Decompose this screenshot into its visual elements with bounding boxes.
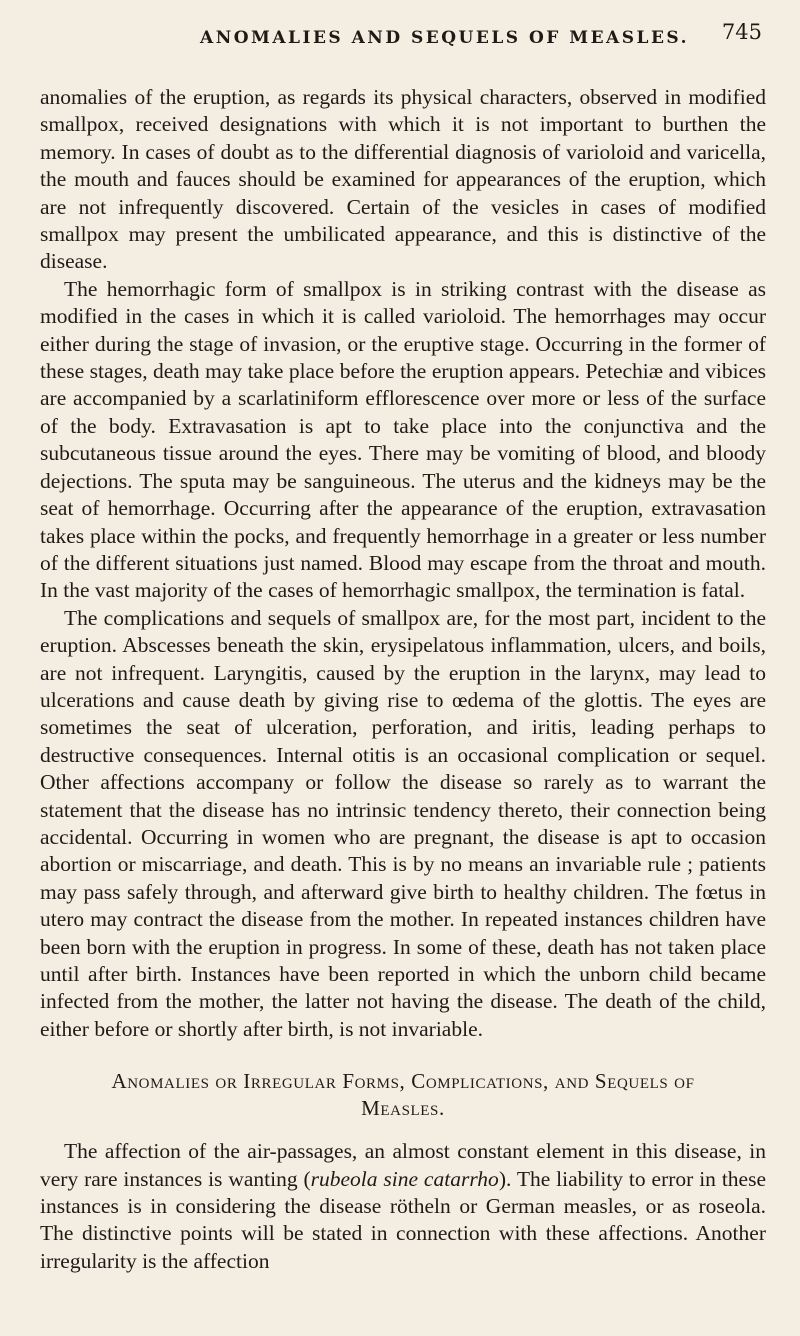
- italic-term: rubeola sine catarrho: [310, 1166, 499, 1191]
- paragraph-text-start: The affection of the air-passages, an almost constant element in this disease, in very rare instances is wanting (: [40, 1139, 766, 1191]
- body-text: [40, 84, 766, 1275]
- running-head: ANOMALIES AND SEQUELS OF MEASLES.: [200, 28, 690, 48]
- section-heading: [40, 1068, 766, 1122]
- page-number: 745: [721, 20, 762, 44]
- paragraph-hemorrhagic-smallpox: The hemorrhagic form of smallpox is in striking contrast with the disease as modified in the cases in which it is called varioloid. The hemorrhages may occur either during the stage of invasion, or the eruptive stage. Occurring in the former of these stages, death may take place before the eruption appears. Petechiæ and vibices are accompanied by a scarlatiniform efflorescence over more or less of the surface of the body. Extravasation is apt to take place into the conjunctiva and the subcutaneous tissue around the eyes. There may be vomiting of blood, and bloody dejections. The sputa may be sanguineous. The uterus and the kidneys may be the seat of hemorrhage. Occurring after the appearance of the eruption, extravasation takes place within the pocks, and frequently hemorrhage in a greater or less number of the different situations just named. Blood may escape from the throat and mouth. In the vast majority of the cases of hemorrhagic smallpox, the termination is fatal.: [40, 276, 766, 603]
- section-heading-line-1: Anomalies or Irregular Forms, Complications, and Sequels of: [111, 1069, 695, 1094]
- paragraph-continued: anomalies of the eruption, as regards its physical characters, observed in modified smallpox, received designations with which it is not important to burthen the memory. In cases of doubt as to the differential diagnosis of varioloid and varicella, the mouth and fauces should be examined for appearances of the eruption, which are not infrequently discovered. Certain of the vesicles in cases of modified smallpox may present the umbilicated appearance, and this is distinctive of the disease.: [40, 85, 766, 274]
- paragraph-measles-anomalies: [40, 1138, 766, 1275]
- paragraph-text-end: ). The liability to error in these instances is in considering the disease rötheln or German measles, or as roseola. The distinctive points will be stated in connection with these affections. Another irregularity is the affection: [40, 1166, 766, 1273]
- paragraph-complications: The complications and sequels of smallpox are, for the most part, incident to the eruption. Abscesses beneath the skin, erysipelatous inflammation, ulcers, and boils, are not infrequent. Laryngitis, caused by the eruption in the larynx, may lead to ulcerations and cause death by giving rise to œdema of the glottis. The eyes are sometimes the seat of ulceration, perforation, and iritis, leading perhaps to destructive consequences. Internal otitis is an occasional complication or sequel. Other affections accompany or follow the disease so rarely as to warrant the statement that the disease has no intrinsic tendency thereto, their connection being accidental. Occurring in women who are pregnant, the disease is apt to occasion abortion or miscarriage, and death. This is by no means an invariable rule ; patients may pass safely through, and afterward give birth to healthy children. The fœtus in utero may contract the disease from the mother. In repeated instances children have been born with the eruption in progress. In some of these, death has not taken place until after birth. Instances have been reported in which the unborn child became infected from the mother, the latter not having the disease. The death of the child, either before or shortly after birth, is not invariable.: [40, 605, 766, 1041]
- section-heading-line-2: Measles.: [361, 1096, 445, 1121]
